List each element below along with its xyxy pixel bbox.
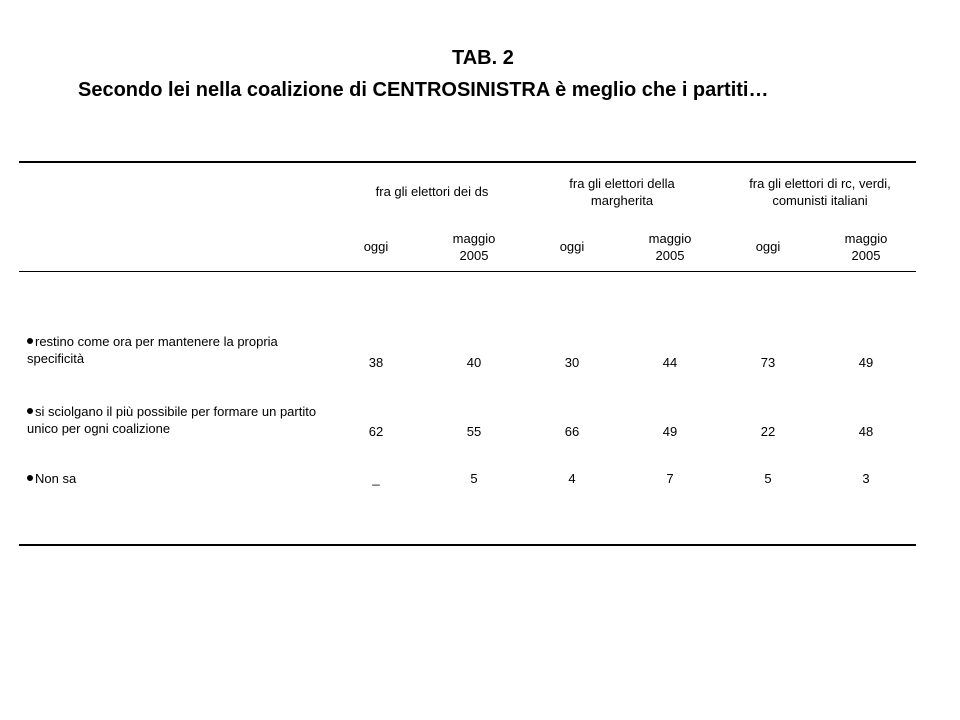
subheader-maggio-margherita: maggio 2005 — [648, 231, 692, 263]
row-label-non-sa: Non sa — [27, 470, 327, 487]
table-cell: 5 — [764, 471, 772, 486]
header-rule — [19, 271, 916, 272]
bullet-icon — [27, 408, 33, 414]
table-cell: 5 — [470, 471, 478, 486]
table-cell: 40 — [466, 355, 482, 370]
table-cell: 3 — [862, 471, 870, 486]
top-rule — [19, 161, 916, 163]
table-cell: 30 — [564, 355, 580, 370]
table-cell: 48 — [858, 424, 874, 439]
table-cell: 49 — [662, 424, 678, 439]
table-cell: 7 — [666, 471, 674, 486]
table-cell: 62 — [368, 424, 384, 439]
subheader-oggi-ds: oggi — [363, 239, 389, 254]
table-cell: 66 — [564, 424, 580, 439]
table-subtitle: Secondo lei nella coalizione di CENTROSINISTRA è meglio che i partiti… — [78, 79, 769, 101]
subheader-maggio-rc: maggio 2005 — [844, 231, 888, 263]
bullet-icon — [27, 338, 33, 344]
row-label-restino: restino come ora per mantenere la propria specificità — [27, 334, 278, 366]
subheader-oggi-margherita: oggi — [559, 239, 585, 254]
table-cell: 73 — [760, 355, 776, 370]
table-cell: 44 — [662, 355, 678, 370]
subheader-maggio-ds: maggio 2005 — [452, 231, 496, 263]
table-cell: 22 — [760, 424, 776, 439]
table-cell: 49 — [858, 355, 874, 370]
table-cell: 4 — [568, 471, 576, 486]
group-header-rc-verdi: fra gli elettori di rc, verdi, comunisti italiani — [749, 176, 891, 208]
table-cell: 55 — [466, 424, 482, 439]
table-title: TAB. 2 — [452, 47, 514, 69]
group-header-margherita: fra gli elettori della margherita — [569, 176, 675, 208]
bottom-rule — [19, 544, 916, 546]
table-cell: _ — [372, 471, 380, 486]
row-label-sciolgano: si sciolgano il più possibile per formare un partito unico per ogni coalizione — [27, 404, 317, 436]
subheader-oggi-rc: oggi — [755, 239, 781, 254]
bullet-icon — [27, 475, 33, 481]
table-cell: 38 — [368, 355, 384, 370]
group-header-ds: fra gli elettori dei ds — [375, 184, 489, 199]
